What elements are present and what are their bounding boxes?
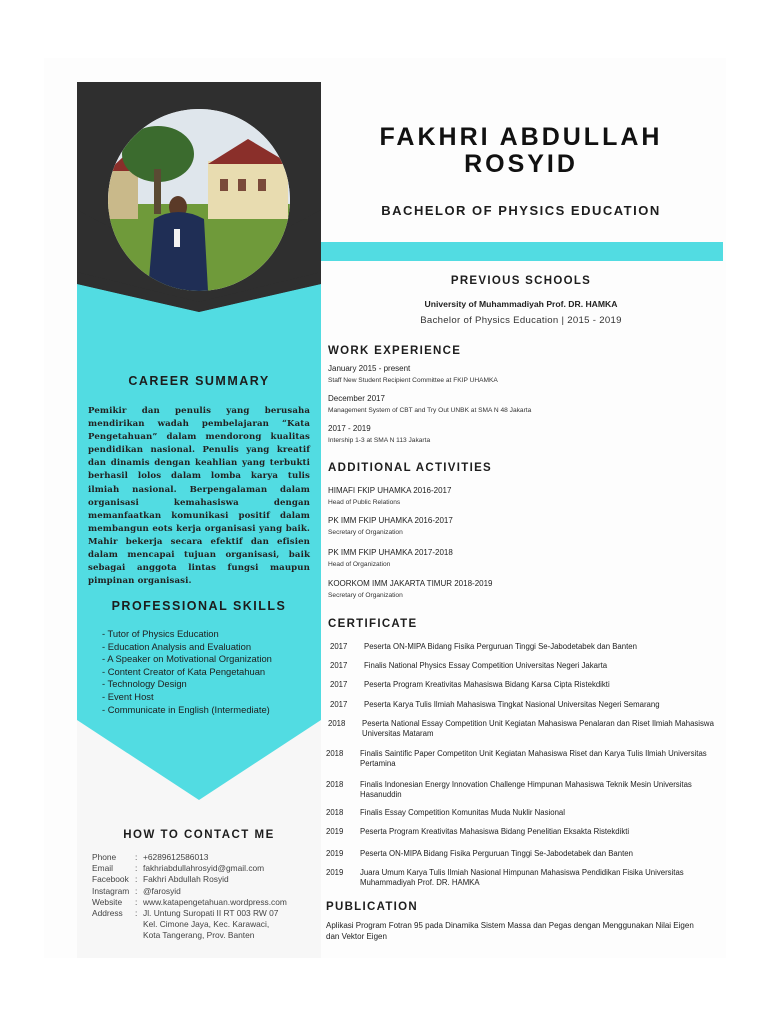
certificate-item xyxy=(330,680,720,690)
contact-row-email xyxy=(92,863,287,874)
contact-label: Instagram xyxy=(92,885,130,896)
skill-item: - Communicate in English (Intermediate) xyxy=(102,703,270,715)
cert-year: 2019 xyxy=(326,849,344,858)
contact-row-address-2 xyxy=(92,919,287,930)
name-line-2: ROSYID xyxy=(464,150,578,178)
contact-facebook[interactable]: Fakhri Abdullah Rosyid xyxy=(143,874,229,885)
contact-sep xyxy=(135,930,143,941)
cert-text: Peserta ON-MIPA Bidang Fisika Perguruan Tinggi Se-Jabodetabek dan Banten xyxy=(364,642,637,651)
work-item xyxy=(328,424,430,444)
contact-row-facebook xyxy=(92,874,287,885)
certificate-item xyxy=(326,868,716,888)
contact-email[interactable]: fakhriabdullahrosyid@gmail.com xyxy=(143,863,265,874)
cert-year: 2017 xyxy=(330,700,348,709)
cert-year: 2019 xyxy=(326,868,344,877)
contact-label: Phone xyxy=(92,852,117,862)
work-desc: Intership 1-3 at SMA N 113 Jakarta xyxy=(328,437,431,444)
name-line-1: FAKHRI ABDULLAH xyxy=(379,123,663,151)
certificate-title: CERTIFICATE xyxy=(328,618,418,630)
contact-row-phone xyxy=(92,852,287,863)
contact-sep: : xyxy=(135,908,138,919)
cert-text: Juara Umum Karya Tulis Ilmiah Nasional Himpunan Mahasiswa Pendidikan Fisika Universitas Muhammadiyah Prof. DR. HAMKA xyxy=(360,868,684,887)
publication-title: PUBLICATION xyxy=(326,901,419,913)
contact-sep: : xyxy=(135,896,138,907)
skill-item: - Tutor of Physics Education xyxy=(102,628,219,639)
certificate-item xyxy=(326,808,716,818)
skill-item: - Education Analysis and Evaluation xyxy=(102,640,252,652)
cert-year: 2017 xyxy=(330,680,348,689)
cert-year: 2018 xyxy=(326,749,344,758)
certificate-item xyxy=(326,827,716,837)
activity-org: KOORKOM IMM JAKARTA TIMUR 2018-2019 xyxy=(328,579,493,588)
activity-item xyxy=(328,516,453,536)
contact-sep: : xyxy=(135,885,138,896)
cert-year: 2017 xyxy=(330,642,348,651)
activity-role: Secretary of Organization xyxy=(328,592,403,599)
activity-org: PK IMM FKIP UHAMKA 2017-2018 xyxy=(328,548,453,557)
contact-sep xyxy=(135,919,143,930)
activity-role: Secretary of Organization xyxy=(328,529,403,536)
skill-item: - A Speaker on Motivational Organization xyxy=(102,653,272,665)
contact-label: Email xyxy=(92,863,113,874)
cert-text: Peserta Program Kreativitas Mahasiswa Bidang Penelitian Eksakta Ristekdikti xyxy=(360,827,630,836)
cert-text: Finalis Essay Competition Komunitas Muda Nuklir Nasional xyxy=(360,808,565,817)
contact-label xyxy=(92,930,135,941)
contact-sep: : xyxy=(135,874,138,885)
contact-label: Address xyxy=(92,908,123,919)
professional-skills-title: PROFESSIONAL SKILLS xyxy=(111,599,287,613)
contact-phone[interactable]: +6289612586013 xyxy=(143,852,209,862)
cert-text: Peserta Program Kreativitas Mahasiswa Bidang Karsa Cipta Ristekdikti xyxy=(364,680,610,689)
cert-year: 2018 xyxy=(328,719,346,728)
certificate-item xyxy=(330,700,720,710)
career-summary-text xyxy=(88,405,310,588)
certificate-item xyxy=(330,642,720,652)
cert-text: Peserta Karya Tulis Ilmiah Mahasiswa Tingkat Nasional Universitas Negeri Semarang xyxy=(364,700,660,709)
contact-row-instagram xyxy=(92,886,287,897)
university-degree: Bachelor of Physics Education | 2015 - 2019 xyxy=(420,315,622,326)
activity-item xyxy=(328,486,451,506)
contact-instagram[interactable]: @farosyid xyxy=(143,885,181,896)
contact-address: Jl. Untung Suropati II RT 003 RW 07 xyxy=(143,908,279,919)
work-desc: Management System of CBT and Try Out UNBK at SMA N 48 Jakarta xyxy=(328,407,532,414)
work-desc: Staff New Student Recipient Committee at FKIP UHAMKA xyxy=(328,377,498,384)
contact-row-website xyxy=(92,897,287,908)
skill-item: - Event Host xyxy=(102,690,154,702)
publication-text: Aplikasi Program Fotran 95 pada Dinamika Sistem Massa dan Pegas dengan Menggunakan Nilai Eigen dan Vektor Eigen xyxy=(326,921,694,941)
cert-text: Peserta ON-MIPA Bidang Fisika Perguruan Tinggi Se-Jabodetabek dan Banten xyxy=(360,849,633,858)
additional-activities-title: ADDITIONAL ACTIVITIES xyxy=(328,462,493,474)
career-summary-title: CAREER SUMMARY xyxy=(128,374,270,388)
contact-address-line: Kota Tangerang, Prov. Banten xyxy=(143,930,255,941)
certificate-item xyxy=(328,719,718,739)
profile-photo xyxy=(108,109,290,291)
activity-role: Head of Public Relations xyxy=(328,499,401,506)
header-accent-bar xyxy=(321,242,723,261)
certificate-item xyxy=(326,780,716,800)
activity-org: PK IMM FKIP UHAMKA 2016-2017 xyxy=(328,516,453,525)
full-name xyxy=(330,124,712,178)
certificate-item xyxy=(326,849,716,859)
contact-label xyxy=(92,919,135,930)
career-summary-paragraph: Pemikir dan penulis yang berusaha mendirikan wadah pembelajaran “Kata Pengetahuan” dalam mendorong kualitas pendidikan nasional. Penulis yang kreatif dan dinamis dengan keahlian yang terbukti berhasil lolos dalam lomba karya tulis ilmiah nasional. Berpengalaman dalam organisasi kemahasiswa dengan memanfaatkan komunikasi positif dalam membangun eots kerja organisasi yang baik. Mahir bekerja secara efektif dan efisien dalam mencapai tujuan organisasi, baik sebagai anggota lintas fungsi maupun pimpinan organisasi. xyxy=(88,406,310,587)
skills-list xyxy=(102,628,272,716)
contact-sep: : xyxy=(135,863,138,874)
work-period: January 2015 - present xyxy=(328,364,411,373)
contact-row-address-3 xyxy=(92,930,287,941)
contact-label: Facebook xyxy=(92,874,129,885)
cert-text: Finalis Saintific Paper Competiton Unit Kegiatan Mahasiswa Riset dan Karya Tulis Ilmiah Universitas Pertamina xyxy=(360,749,707,768)
cert-year: 2017 xyxy=(330,661,348,670)
work-item xyxy=(328,394,531,414)
activity-role: Head of Organization xyxy=(328,561,391,568)
activity-org: HIMAFI FKIP UHAMKA 2016-2017 xyxy=(328,486,452,495)
contact-list xyxy=(92,852,287,942)
contact-row-address xyxy=(92,908,287,919)
cert-year: 2019 xyxy=(326,827,344,836)
cert-year: 2018 xyxy=(326,808,344,817)
skill-item: - Content Creator of Kata Pengetahuan xyxy=(102,665,266,677)
certificate-item xyxy=(326,749,716,769)
work-period: December 2017 xyxy=(328,394,385,403)
contact-address-line: Kel. Cimone Jaya, Kec. Karawaci, xyxy=(143,919,270,930)
cert-text: Finalis Indonesian Energy Innovation Challenge Himpunan Mahasiswa Teknik Mesin Universitas Hasanuddin xyxy=(360,780,692,799)
contact-label: Website xyxy=(92,896,123,907)
activity-item xyxy=(328,548,453,568)
cert-year: 2018 xyxy=(326,780,344,789)
contact-website[interactable]: www.katapengetahuan.wordpress.com xyxy=(143,896,287,907)
cert-text: Finalis National Physics Essay Competition Universitas Negeri Jakarta xyxy=(364,661,608,670)
work-experience-title: WORK EXPERIENCE xyxy=(328,345,462,357)
work-period: 2017 - 2019 xyxy=(328,424,371,433)
degree-title: BACHELOR OF PHYSICS EDUCATION xyxy=(381,203,661,218)
work-item xyxy=(328,364,498,384)
certificate-item xyxy=(330,661,720,671)
university-name: University of Muhammadiyah Prof. DR. HAMKA xyxy=(424,299,618,309)
skill-item: - Technology Design xyxy=(102,678,187,690)
activity-item xyxy=(328,579,493,599)
previous-schools-title: PREVIOUS SCHOOLS xyxy=(450,275,592,287)
contact-title: HOW TO CONTACT ME xyxy=(123,829,275,841)
cert-text: Peserta National Essay Competition Unit Kegiatan Mahasiswa Penalaran dan Riset Ilmiah Mahasiswa Universitas Mataram xyxy=(362,719,714,738)
contact-sep: : xyxy=(135,852,138,862)
